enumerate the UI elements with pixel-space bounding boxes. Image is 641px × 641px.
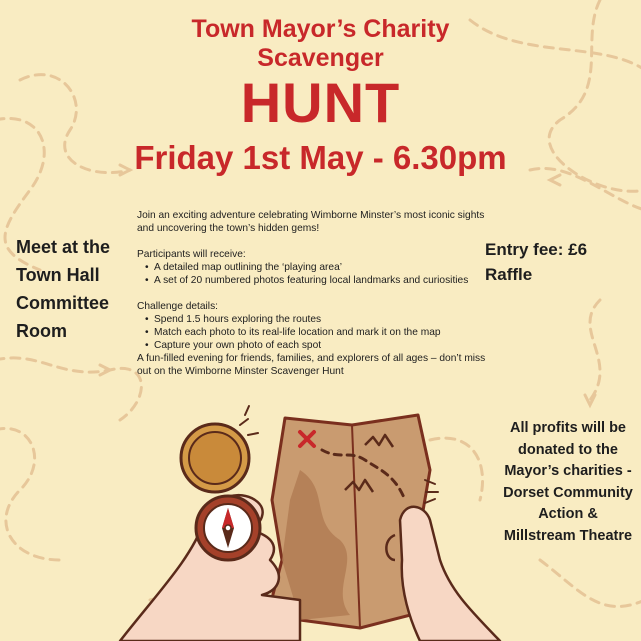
entry-fee: Entry fee: £6 bbox=[485, 240, 588, 259]
challenge-heading: Challenge details: bbox=[137, 301, 218, 312]
receive-heading: Participants will receive: bbox=[137, 249, 246, 260]
raffle-label: Raffle bbox=[485, 265, 533, 284]
intro-text: Join an exciting adventure celebrating Wimborne Minster’s most iconic sights and uncovering the town’s hidden gems! bbox=[137, 210, 485, 234]
hunt-heading: HUNT bbox=[240, 71, 401, 134]
list-item: • A set of 20 numbered photos featuring local landmarks and curiosities bbox=[154, 274, 487, 287]
closing-text: A fun-filled evening for friends, families, and explorers of all ages – don’t miss out on the Wimborne Minster Scavenger Hunt bbox=[137, 353, 486, 377]
event-date: Friday 1st May - 6.30pm bbox=[134, 139, 507, 176]
list-item: • Capture your own photo of each spot bbox=[154, 339, 487, 352]
event-description bbox=[137, 209, 487, 378]
title-line-1: Town Mayor’s Charity bbox=[191, 15, 450, 43]
list-item: • Match each photo to its real-life location and mark it on the map bbox=[154, 326, 487, 339]
meeting-location: Meet at the Town Hall Committee Room bbox=[16, 237, 111, 341]
profits-note: All profits will be donated to the Mayor’s charities - Dorset Community Action & Millstream Theatre bbox=[503, 420, 633, 544]
challenge-list bbox=[137, 313, 487, 352]
list-item: • A detailed map outlining the ‘playing area’ bbox=[154, 261, 487, 274]
list-item: • Spend 1.5 hours exploring the routes bbox=[154, 313, 487, 326]
receive-list bbox=[137, 261, 487, 287]
title-line-2: Scavenger bbox=[257, 44, 384, 72]
entry-info bbox=[485, 237, 625, 287]
